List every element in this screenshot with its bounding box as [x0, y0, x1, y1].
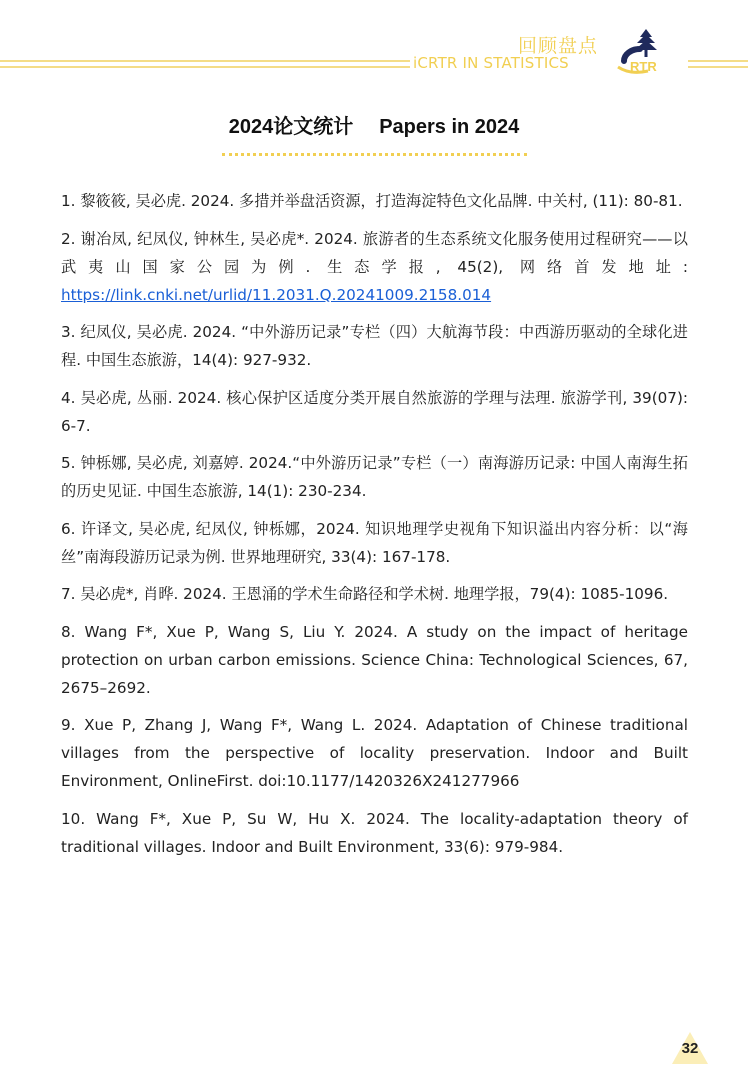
page-number-badge: [668, 1030, 712, 1066]
paper-item: 9. Xue P, Zhang J, Wang F*, Wang L. 2024. Adaptation of Chinese traditional villages from the perspective of locality preservation. Indoor and Built Environment, OnlineFirst. doi:10.1177/1420326X241277966: [61, 716, 688, 790]
paper-item: 4. 吴必虎, 丛丽. 2024. 核心保护区适度分类开展自然旅游的学理与法理. 旅游学刊, 39(07): 6-7.: [61, 388, 688, 435]
paper-item: 6. 许译文, 吴必虎, 纪凤仪, 钟栎娜，2024. 知识地理学史视角下知识溢出内容分析：以“海丝”南海段游历记录为例. 世界地理研究, 33(4): 167-178.: [61, 519, 688, 566]
page-title: [0, 110, 748, 139]
paper-item: 8. Wang F*, Xue P, Wang S, Liu Y. 2024. A study on the impact of heritage protection on urban carbon emissions. Science China: Technological Sciences, 67, 2675–2692.: [61, 622, 688, 697]
page-number: 32: [681, 1040, 699, 1057]
paper-item: 7. 吴必虎*, 肖晔. 2024. 王恩涌的学术生命路径和学术树. 地理学报，79(4): 1085-1096.: [61, 585, 669, 603]
logo-text: RTR: [630, 59, 657, 74]
section-title-en: iCRTR IN STATISTICS: [413, 54, 569, 72]
paper-item: 3. 纪凤仪, 吴必虎. 2024. “中外游历记录”专栏（四）大航海节段：中西游历驱动的全球化进程. 中国生态旅游，14(4): 927-932.: [61, 323, 688, 369]
paper-list: [61, 187, 688, 870]
paper-item: 5. 钟栎娜, 吴必虎, 刘嘉婷. 2024.“中外游历记录”专栏（一）南海游历记录: 中国人南海生拓的历史见证. 中国生态旅游, 14(1): 230-234.: [61, 454, 688, 500]
title-en: Papers in 2024: [379, 116, 520, 138]
header-rule-right: [688, 60, 748, 70]
paper-link[interactable]: https://link.cnki.net/urlid/11.2031.Q.20241009.2158.014: [61, 285, 492, 304]
title-divider: [222, 153, 527, 156]
paper-item: 1. 黎筱筱, 吴必虎. 2024. 多措并举盘活资源，打造海淀特色文化品牌. 中关村, (11): 80-81.: [61, 192, 683, 210]
header-rule-left: [0, 60, 410, 70]
section-title-cn: 回顾盘点: [518, 35, 599, 57]
paper-item: 10. Wang F*, Xue P, Su W, Hu X. 2024. The locality-adaptation theory of traditional villages. Indoor and Built Environment, 33(6): 979-984.: [61, 809, 688, 856]
icrtr-logo: [610, 27, 682, 75]
title-cn: 2024论文统计: [228, 116, 354, 138]
paper-item: 2. 谢冶凤, 纪凤仪, 钟林生, 吴必虎*. 2024. 旅游者的生态系统文化服务使用过程研究——以武夷山国家公园为例. 生态学报, 45(2), 网络首发地址: https://link.cnki.net/urlid/11.2031.Q.20241009.2158.014: [61, 229, 688, 304]
